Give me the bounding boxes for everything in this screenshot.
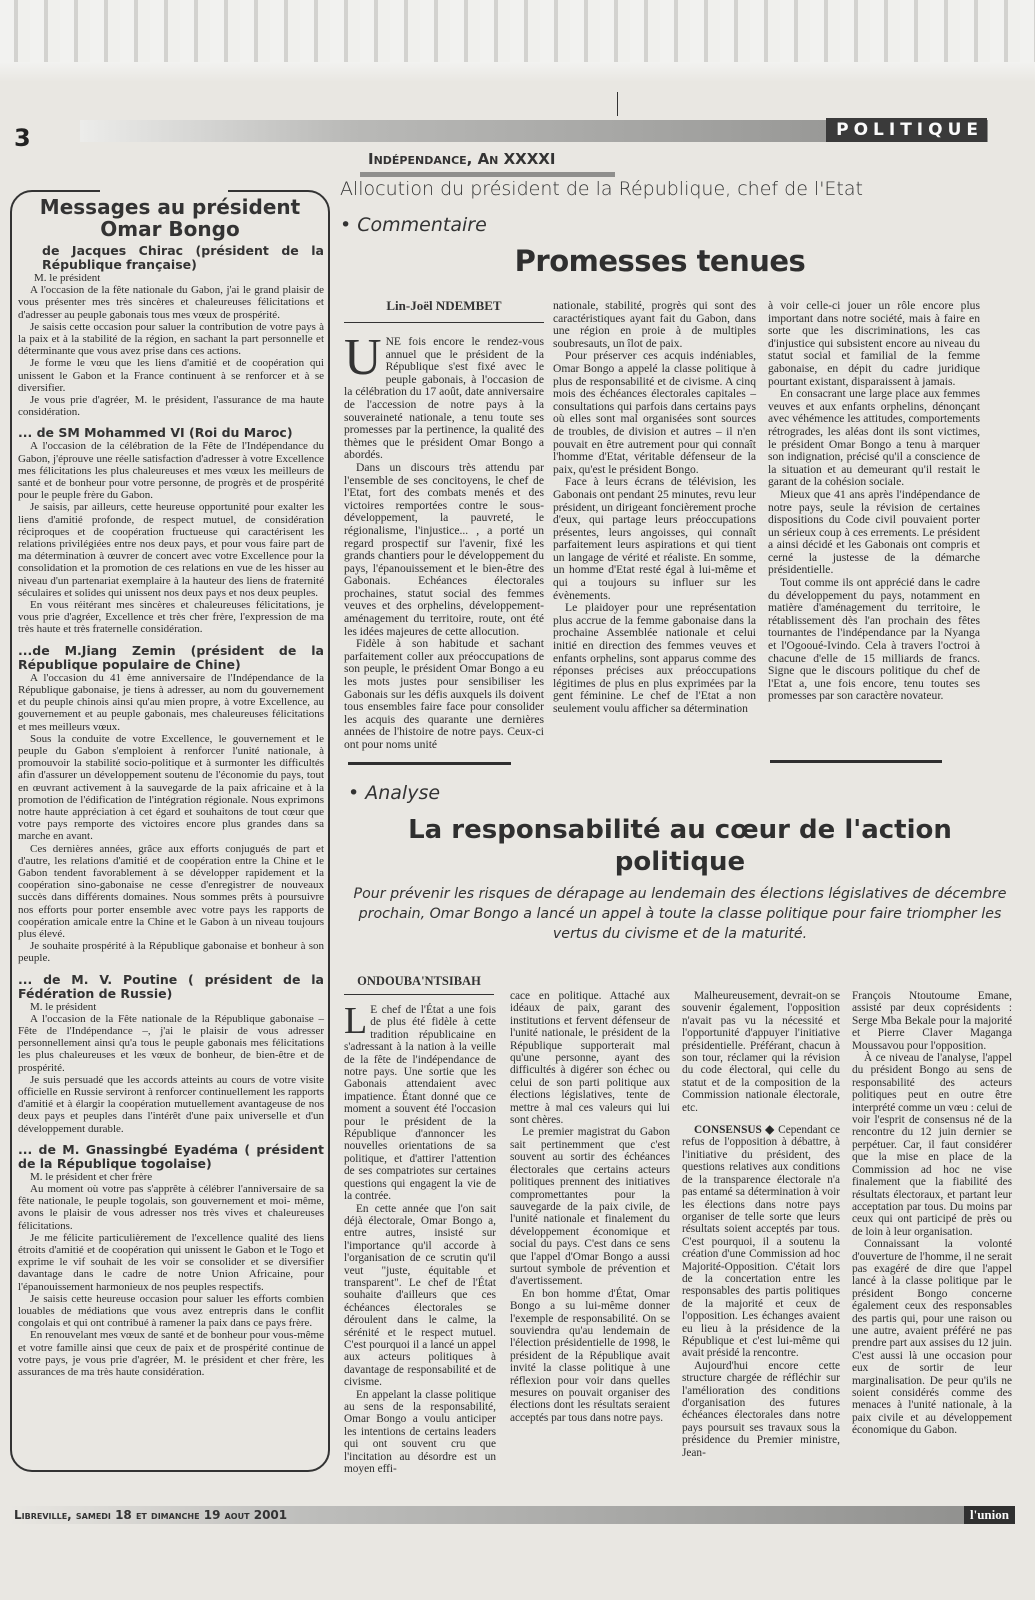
message-heading: de Jacques Chirac (président de la République française) — [42, 243, 324, 272]
article-paragraph: Fidèle à son habitude et sachant parfaitement coller aux préoccupations de son peuple, le président Omar Bongo a eu les mots justes pour sensibiliser les Gabonais sur les défis auxquels ils doivent tous ensembles faire face pour consolider les acquis des quarante une dernières années de l'histoire de notre pays. Ceux-ci ont pour noms unité — [344, 637, 544, 751]
messages-column — [18, 244, 324, 1378]
message-paragraph: A l'occasion du 41 ème anniversaire de l'Indépendance de la République gabonaise, je tiens à adresser, au nom du gouvernement et du peuple chinois ainsi qu'au mien propre, à votre Excellence, au gouvernement et au peuple gabonais, mes chaleureuses félicitations et mes meilleurs vœux. — [18, 671, 324, 733]
article-paragraph: Tout comme ils ont apprécié dans le cadre du développement du pays, notamment en matière d'aménagement du territoire, le rétablissement dès l'an prochain des fêtes tournantes de l'indépendance par la Nyanga et l'Ogooué-Ivindo. Cela à travers l'octroi à chacune d'elle de 15 milliards de francs. Signe que le discours politique du chef de l'Etat a, une fois encore, tenu toutes ses promesses par son caractère novateur. — [768, 576, 980, 703]
article-paragraph: nationale, stabilité, progrès qui sont des caractéristiques ayant fait du Gabon, dans une région en proie à de multiples soubresauts, un îlot de paix. — [553, 299, 756, 350]
article-paragraph: François Ntoutoume Emane, assisté par deux coprésidents : Serge Mba Bekale pour la majorité et Pierre Claver Maganga Moussavou pour l'opposition. — [852, 990, 1012, 1052]
message-paragraph: Je saisis cette occasion pour saluer la contribution de votre pays à la paix et à la stabilité de la région, en sachant la part personnelle et déterminante que vous avez prise dans ces actions. — [18, 320, 324, 358]
message-paragraph: Je me félicite particulièrement de l'excellence qualité des liens étroits d'amitié et de coopération qui unissent le Gabon et le Togo et exprime le vif souhait de les voir se consolider et se diversifier davantage dans le cadre de notre Union Africaine, pour l'épanouissement harmonieux de nos peuples respectifs. — [18, 1231, 324, 1293]
byline-rule — [344, 322, 544, 323]
message-heading: ...de M.Jiang Zemin (président de la République populaire de Chine) — [18, 642, 324, 672]
article-paragraph: Mieux que 41 ans après l'indépendance de notre pays, seule la révision de certaines dispositions du Code civil pouvaient porter un sérieux coup à ces errements. Le président a ainsi décidé et les Gabonais ont compris et cerné la justesse de la démarche présidentielle. — [768, 487, 980, 577]
article-paragraph: Le premier magistrat du Gabon sait pertinemment que c'est souvent au sortir des échéances électorales que certains acteurs politiques prennent des initiatives compromettantes pour la sauvegarde de la paix civile, de l'unité nationale et finalement du développement économique et social du pays. C'est dans ce sens que l'appel d'Omar Bongo a aussi surtout symbole de prévention et d'avertissement. — [510, 1126, 670, 1288]
article-paragraph: À ce niveau de l'analyse, l'appel du président Bongo au sens de responsabilité des acteurs politiques peut en outre être interprété comme un vœu : celui de voir l'esprit de consensus né de la rencontre du 12 juin dernier se perpétuer. Car, il faut considérer que la mise en place de la Commission ad hoc ne vise finalement que la fiabilité des résultats électoraux, et partant leur acceptation par tous. Du moins par ceux qui ont participé de près ou de loin à leur organisation. — [852, 1052, 1012, 1238]
article-paragraph: Le plaidoyer pour une représentation plus accrue de la femme gabonaise dans la prochaine Assemblée nationale et celui initié en direction des femmes veuves et enfants orphelins, sont apparus comme des réponses précises aux préoccupations légitimes de plus en plus exprimées par la gent féminine. Le chef de l'Etat a non seulement voulu afficher sa détermination — [553, 601, 756, 715]
message-paragraph: Je vous prie d'agréer, M. le président, l'assurance de ma haute considération. — [18, 394, 324, 419]
article-headline: Promesses tenues — [514, 244, 806, 278]
article2-column-2 — [510, 990, 670, 1424]
article2-column-4 — [852, 990, 1012, 1437]
article2-rubric: • Analyse — [348, 782, 441, 804]
article-paragraph: Aujourd'hui encore cette structure chargée de réfléchir sur l'amélioration des conditions d'organisation des futures échéances électorales dans notre pays poursuit ses travaux sous la présidence du Premier ministre, Jean- — [682, 1359, 840, 1459]
message-heading: ... de SM Mohammed VI (Roi du Maroc) — [18, 425, 293, 441]
message-heading: ... de M. Gnassingbé Eyadéma ( président de la République togolaise) — [18, 1141, 324, 1171]
article-paragraph: Cependant ce refus de l'opposition à débattre, à l'initiative du président, des questions relatives aux conditions de la transparence électorale n'a pas entamé sa détermination à voir les élections dans notre pays organiser de telle sorte que leurs résultats soient acceptés par tous. C'est pourquoi, il a soutenu la création d'une Commission ad hoc Majorité-Opposition. C'était lors de la concertation entre les responsables des partis politiques de la majorité et ceux de l'opposition. Les échanges avaient eu lieu à la présidence de la République et c'est lui-même qui avait présidé la rencontre. — [682, 1124, 840, 1360]
message-paragraph: Sous la conduite de votre Excellence, le gouvernement et le peuple du Gabon s'emploient à renforcer l'unité nationale, à promouvoir la stabilité socio-politique et à surmonter les difficultés afin d'assurer un développement soutenu de l'économie du pays, tout en œuvrant activement à la sauvegarde de la paix africaine et à la promotion de l'édification de l'intégration régionale. Nous exprimons notre haute appréciation à cet égard et souhaitons de tout cœur que votre pays remporte des victoires encore plus grandes dans sa marche en avant. — [18, 732, 324, 843]
scan-top-fade — [0, 62, 1035, 82]
article-paragraph: En cette année que l'on sait déjà électorale, Omar Bongo a, entre autres, insisté sur l'importance qu'il accorde à l'organisation de ce scrutin qu'il veut "juste, équitable et transparent". Le chef de l'État souhaite d'ailleurs que ces échéances électorales se déroulent dans le calme, la sérénité et le respect mutuel. C'est pourquoi il a lancé un appel aux acteurs politiques à davantage de responsabilité et de civisme. — [344, 1202, 496, 1389]
intertitle: CONSENSUS ◆ — [694, 1124, 775, 1137]
kicker-underline — [360, 172, 615, 177]
message-jiang-zemin — [18, 644, 324, 965]
section-label: POLITIQUE — [826, 118, 987, 142]
page-fold-mark — [617, 92, 618, 116]
message-paragraph: En renouvelant mes vœux de santé et de bonheur pour vous-même et votre famille ainsi que ceux de paix et de prospérité continue de votre pays, je vous prie d'agréer, M. le président et cher frère, les assurances de ma très haute considération. — [18, 1329, 324, 1379]
section-divider-right — [770, 760, 942, 763]
box-title-gap — [100, 186, 228, 194]
article-paragraph: Pour préserver ces acquis indéniables, Omar Bongo a appelé la classe politique à plus de responsabilité et de civisme. A cinq mois des échéances électorales capitales – consultations qui parfois dans certains pays où elles sont mal organisées sont sources de troubles, de division et autres – il n'en pouvait en être autrement pour qui connaît l'homme d'Etat, véritable défenseur de la paix, qu'est le président Bongo. — [553, 349, 756, 476]
article-subhead: Allocution du président de la République, chef de l'Etat — [340, 178, 863, 200]
section-divider-left — [348, 762, 511, 765]
article2-lede: Pour prévenir les risques de dérapage au lendemain des élections législatives de décembre prochain, Omar Bongo a lancé un appel à toute la classe politique pour faire triompher les vertus du civisme et de la maturité. — [353, 886, 1007, 942]
article2-byline: ONDOUBA'NTSIBAH — [357, 974, 481, 988]
newspaper-brand: l'union — [964, 1506, 1015, 1524]
article-paragraph: à voir celle-ci jouer un rôle encore plus important dans notre société, mais à faire en sorte que les discriminations, les cas d'injustice qui subsistent encore au niveau du statut social et familial de la femme gabonaise, en dépit du cadre juridique pourtant existant, disparaissent à jamais. — [768, 299, 980, 388]
message-poutine — [18, 973, 324, 1135]
article-paragraph: Malheureusement, devrait-on se souvenir également, l'opposition n'avait pas vu la nécessité et l'opportunité d'appuyer l'initiative présidentielle. Préférant, chacun à son tour, réclamer qui la révision du code électoral, qui celle du statut et de la composition de la Commission nationale électorale, etc. — [682, 990, 840, 1114]
article-kicker: Indépendance, An XXXXI — [368, 150, 556, 168]
article1-column-1 — [344, 329, 544, 752]
message-paragraph: En vous réitérant mes sincères et chaleureuses félicitations, je vous prie d'agréer, Excellence et très cher frère, l'expression de ma très haute et très fraternelle considération. — [18, 599, 324, 636]
article2-column-3 — [682, 990, 840, 1459]
message-paragraph: Je saisis, par ailleurs, cette heureuse opportunité pour exalter les liens d'amitié profonde, de respect mutuel, de considération réciproques et de coopération fructueuse qui caractérisent les relations privilégiées entre nos deux pays, et pour vous faire part de ma détermination à œuvrer de concert avec votre Excellence pour la consolidation et la promotion de ces relations en vue de les hisser au niveau d'un partenariat exemplaire à la hauteur des liens de fraternité séculaires et solides qui unissent nos deux pays et nos deux peuples. — [18, 501, 324, 599]
message-paragraph: Ces dernières années, grâce aux efforts conjugués de part et d'autre, les relations d'amitié et de coopération entre la Chine et le Gabon tendent favorablement à se développer rapidement et la coopération sino-gabonaise ne cesse d'enregistrer de nouveaux succès dans différents domaines. Nous sommes prêts à poursuivre nos efforts pour porter ensemble avec votre pays les rapports de coopération amicale entre la Chine et le Gabon à un niveau toujours plus élevé. — [18, 842, 324, 940]
message-salutation: M. le président — [34, 272, 101, 284]
article-paragraph: NE fois encore le rendez-vous annuel que le président de la République s'est fixé avec le peuple gabonais, à l'occasion de la célébration du 17 août, date anniversaire de l'accession de notre pays à la souveraineté nationale, a tenu toute ses promesses par la pertinence, la qualité des thèmes que le président Omar Bongo a abordés. — [344, 335, 544, 462]
message-salutation: M. le président et cher frère — [30, 1170, 153, 1183]
message-eyadema — [18, 1143, 324, 1378]
article-paragraph: En bon homme d'État, Omar Bongo a su lui-même donner l'exemple de responsabilité. On se souviendra qu'au lendemain de l'élection présidentielle de 1998, le président de la République avait invité la classe politique à une réflexion pour voir dans quelles mesures on pouvait organiser des élections dont les résultats seraient acceptés par tous dans notre pays. — [510, 1287, 670, 1424]
message-heading: ... de M. V. Poutine ( président de la Fédération de Russie) — [18, 971, 324, 1001]
message-paragraph: A l'occasion de la Fête nationale de la République gabonaise – Fête de l'Indépendance –, j'ai le plaisir de vous adresser personnellement ainsi qu'a tous le peuple gabonais mes félicitations les plus chaleureuses et les vœux de bonheur, de bien-être et de prospérité. — [18, 1012, 324, 1074]
drop-cap: U — [344, 329, 382, 386]
message-paragraph: A l'occasion de la fête nationale du Gabon, j'ai le grand plaisir de vous présenter mes très sincères et chaleureuses félicitations et d'adresser au peuple gabonais tous mes vœux de prospérité. — [18, 284, 324, 321]
message-paragraph: Je forme le vœu que les liens d'amitié et de coopération qui unissent le Gabon et la France continuent à se renforcer et à se diversifier. — [18, 357, 324, 394]
article-byline: Lin-Joël NDEMBET — [386, 298, 502, 313]
message-mohammed-vi — [18, 426, 324, 635]
article-paragraph: En appelant la classe politique au sens de la responsabilité, Omar Bongo a voulu anticiper les intentions de certains leaders qui ont souvent cru que l'incitation au désordre est un moyen effi- — [344, 1388, 496, 1476]
message-paragraph: Je souhaite prospérité à la République gabonaise et bonheur à son peuple. — [18, 940, 324, 965]
article-paragraph: E chef de l'État a une fois de plus été fidèle à cette tradition républicaine en s'adressant à la nation à la veille de la fête de l'indépendance de notre pays. Une sortie que les Gabonais attendaient avec impatience. Étant donné que ce moment a souvent été l'occasion pour le président de la République d'annoncer les nouvelles orientations de sa politique, et d'attirer l'attention de ses compatriotes sur certaines questions qui engagent la vie de la contrée. — [344, 1004, 496, 1203]
page-number: 3 — [14, 124, 31, 152]
footer-dateline: Libreville, samedi 18 et dimanche 19 aout 2001 — [14, 1508, 288, 1522]
message-paragraph: Je suis persuadé que les accords atteints au cours de votre visite officielle en Russie serviront à renforcer continuellement les rapports d'amitié et à élargir la coopération mutuellement avantageuse de nos deux pays et peuples dans l'intérêt d'une paix universelle et d'un développement durable. — [18, 1073, 324, 1135]
messages-title: Messages au président Omar Bongo — [39, 195, 301, 241]
article-paragraph: cace en politique. Attaché aux idéaux de paix, garant des institutions et fervent défenseur de l'unité nationale, le président de la République supporterait mal qu'une personne, ayant des difficultés à digérer son échec ou celui de son parti politique aux élections législatives, tente de mettre à mal ces valeurs qui lui sont chères. — [510, 990, 670, 1127]
article2-headline: La responsabilité au cœur de l'action politique — [408, 815, 952, 877]
article-paragraph: Face à leurs écrans de télévision, les Gabonais ont pendant 25 minutes, revu leur président, un dirigeant foncièrement proche d'eux, qui partage leurs préoccupations présentes, leurs angoisses, qui connaît parfaitement leurs aspirations et qui tient un langage de vérité et réaliste. En somme, un homme d'Etat resté égal à lui-même et qui a toujours su influer sur les évènements. — [553, 475, 756, 602]
article-paragraph: En consacrant une large place aux femmes veuves et aux enfants orphelins, dénonçant avec véhémence les attitudes, comportements rétrogrades, les aléas dont ils sont victimes, le président Omar Bongo a tenu à marquer son indignation, précisé qu'il a conscience de la situation et au demeurant qu'il restait le garant de la cohésion sociale. — [768, 387, 980, 489]
message-paragraph: Je saisis cette heureuse occasion pour saluer les efforts combien louables de médiations que vous avez entrepris dans le conflit congolais et qui ont contribué à ramener la paix dans ce pays frère. — [18, 1292, 324, 1330]
article2-column-1 — [344, 1000, 496, 1476]
byline-rule — [344, 994, 494, 995]
message-salutation: M. le président — [30, 1000, 97, 1013]
article-paragraph: Dans un discours très attendu par l'ensemble de ses concitoyens, le chef de l'Etat, fort des combats menés et des victoires remportées contre le sous-développement, la pauvreté, le régionalisme, l'injustice... , a porté un regard prospectif sur l'avenir, fixé les grands chantiers pour le développement du pays, l'épanouissement et le bien-être des Gabonais. Echéances électorales prochaines, statut social des femmes veuves et des orphelins, développement-aménagement du territoire, route, ont été les idées majeures de cette allocution. — [344, 460, 544, 638]
article-paragraph: Connaissant la volonté d'ouverture de l'homme, il ne serait pas exagéré de dire que l'appel lancé à la classe politique par le président Bongo concerne également ceux des responsables des partis qui, pour une raison ou une autre, avaient préféré ne pas prendre part aux assises du 12 juin. C'est aussi là une occasion pour eux de sortir de leur marginalisation. De peur qu'ils ne soient considérés comme des menaces à l'unité nationale, à la paix civile et au développement économique du Gabon. — [852, 1238, 1012, 1437]
message-paragraph: A l'occasion de la célébration de la Fête de l'Indépendance du Gabon, j'éprouve une réelle satisfaction d'adresser à votre Excellence mes félicitations les plus chaleureuses et mes vœux les meilleurs de santé et de bonheur pour votre personne, de progrès et de prospérité pour le peuple frère du Gabon. — [18, 440, 324, 502]
article1-column-3 — [768, 300, 980, 703]
article-rubric: • Commentaire — [340, 214, 487, 236]
drop-cap: L — [344, 1000, 368, 1042]
article1-column-2 — [553, 300, 756, 716]
message-chirac — [18, 244, 324, 418]
message-paragraph: Au moment où votre pas s'apprête à célébrer l'anniversaire de sa fête nationale, le peuple togolais, son gouvernement et moi- même, avons le plaisir de vous adresser nos très vives et chaleureuses félicitations. — [18, 1183, 324, 1232]
